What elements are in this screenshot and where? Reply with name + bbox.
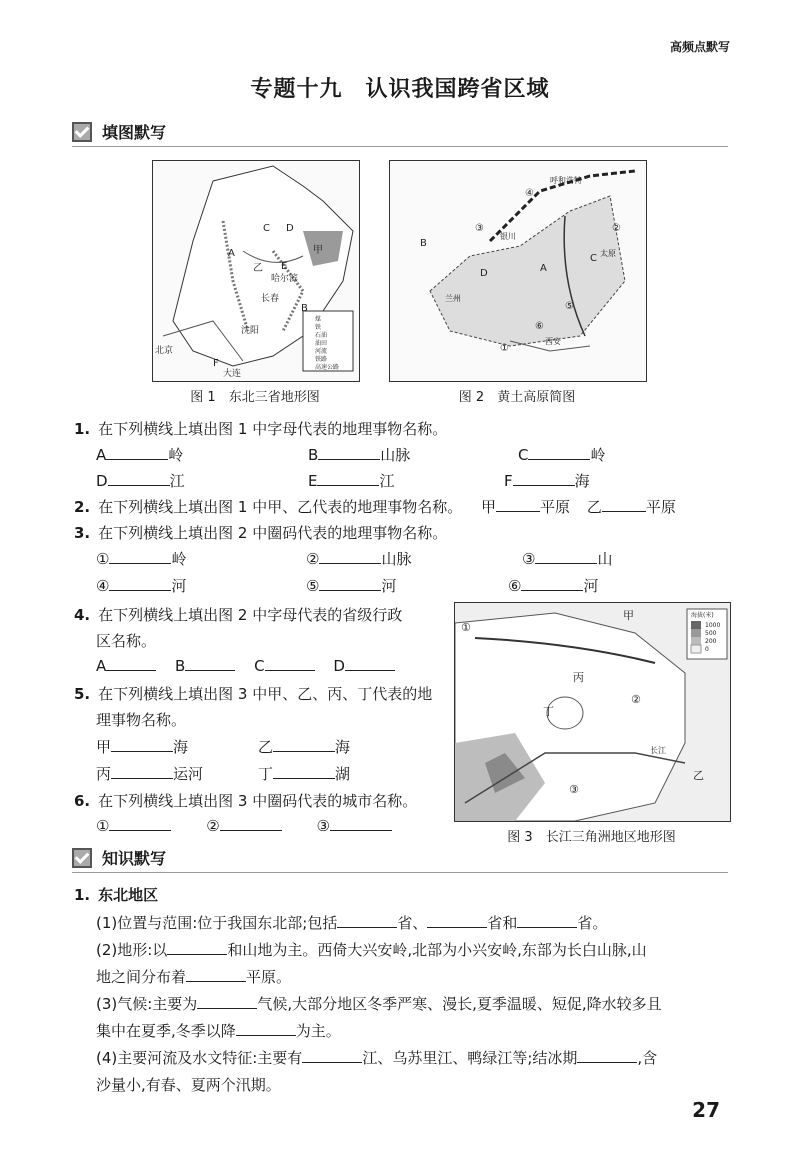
knowledge-1-p3-cont: 集中在夏季,冬季以降 为主。 bbox=[96, 1022, 341, 1040]
knowledge-1-title: 1. 东北地区 bbox=[74, 886, 159, 904]
figure-2-map bbox=[389, 160, 647, 382]
page-title: 专题十九 认识我国跨省区域 bbox=[250, 77, 550, 102]
legend-river: 河流 bbox=[315, 348, 328, 355]
answer-blank[interactable] bbox=[302, 1048, 362, 1063]
label-lanzhou: 兰州 bbox=[445, 294, 461, 303]
check-icon bbox=[72, 848, 92, 868]
knowledge-1-p4: (4)主要河流及水文特征:主要有 江、乌苏里江、鸭绿江等;结冰期 ,含 bbox=[96, 1049, 658, 1067]
answer-blank[interactable] bbox=[111, 764, 173, 779]
label-shenyang: 沈阳 bbox=[241, 326, 260, 336]
label-bing: 丙 bbox=[573, 671, 584, 684]
answer-blank[interactable] bbox=[197, 994, 257, 1009]
q3-item-2: ② 山脉 bbox=[306, 550, 412, 568]
answer-blank[interactable] bbox=[319, 576, 381, 591]
legend-oilfield: 油田 bbox=[315, 340, 328, 347]
answer-blank[interactable] bbox=[220, 816, 282, 831]
question-4-cont: 区名称。 bbox=[96, 632, 157, 650]
label-jia: 甲 bbox=[313, 245, 323, 256]
answer-blank[interactable] bbox=[513, 471, 575, 486]
label-hohhot: 呼和浩特 bbox=[550, 176, 582, 185]
label-circle-1: ① bbox=[500, 343, 509, 354]
knowledge-1-p1: (1)位置与范围:位于我国东北部;包括 省、 省和 省。 bbox=[96, 914, 608, 932]
legend-200: 200 bbox=[705, 638, 717, 645]
answer-blank[interactable] bbox=[535, 549, 597, 564]
answer-blank[interactable] bbox=[106, 445, 168, 460]
answer-blank[interactable] bbox=[330, 816, 392, 831]
label-circle-6: ⑥ bbox=[535, 321, 544, 332]
label-yi: 乙 bbox=[253, 263, 263, 274]
answer-blank[interactable] bbox=[521, 576, 583, 591]
q5-item-bing: 丙 运河 bbox=[96, 765, 204, 783]
q3-item-4: ④ 河 bbox=[96, 577, 187, 595]
label-changchun: 长春 bbox=[261, 294, 280, 304]
question-4: 4. 在下列横线上填出图 2 中字母代表的省级行政 bbox=[74, 606, 403, 624]
label-xian: 西安 bbox=[545, 337, 561, 346]
knowledge-1-p4-cont: 沙量小,有春、夏两个汛期。 bbox=[96, 1076, 281, 1094]
question-5-cont: 理事物名称。 bbox=[96, 711, 187, 729]
label-circle-2: ② bbox=[631, 693, 641, 706]
label-dalian: 大连 bbox=[223, 369, 242, 379]
knowledge-1-p2-cont: 地之间分布着 平原。 bbox=[96, 968, 292, 986]
question-6: 6. 在下列横线上填出图 3 中圈码代表的城市名称。 bbox=[74, 792, 418, 810]
label-yi: 乙 bbox=[693, 769, 704, 782]
answer-blank[interactable] bbox=[236, 1021, 296, 1036]
answer-blank[interactable] bbox=[265, 656, 315, 671]
answer-blank[interactable] bbox=[167, 940, 227, 955]
label-circle-1: ① bbox=[461, 621, 471, 634]
answer-blank[interactable] bbox=[602, 497, 646, 512]
q1-item-C: C 岭 bbox=[518, 446, 606, 464]
check-icon bbox=[72, 122, 92, 142]
answer-blank[interactable] bbox=[185, 656, 235, 671]
legend-500: 500 bbox=[705, 630, 717, 637]
label-C: C bbox=[263, 223, 270, 234]
label-A: A bbox=[228, 248, 235, 259]
label-A: A bbox=[540, 263, 547, 274]
label-yangtze: 长江 bbox=[650, 746, 666, 755]
answer-blank[interactable] bbox=[319, 549, 381, 564]
figure-3-caption: 图 3 长江三角洲地区地形图 bbox=[507, 830, 676, 845]
answer-blank[interactable] bbox=[273, 764, 335, 779]
label-E: E bbox=[281, 261, 288, 272]
knowledge-1-p2: (2)地形:以 和山地为主。西倚大兴安岭,北部为小兴安岭,东部为长白山脉,山 bbox=[96, 941, 647, 959]
answer-blank[interactable] bbox=[109, 576, 171, 591]
label-B: B bbox=[301, 303, 308, 314]
legend-0: 0 bbox=[705, 646, 709, 653]
figure-2-caption: 图 2 黄土高原简图 bbox=[458, 390, 576, 405]
q4-answers: A B C D bbox=[96, 656, 395, 675]
answer-blank[interactable] bbox=[106, 656, 156, 671]
label-jia: 甲 bbox=[623, 609, 634, 622]
label-F: F bbox=[213, 358, 219, 369]
label-circle-3: ③ bbox=[569, 783, 579, 796]
legend-1000: 1000 bbox=[705, 622, 721, 629]
q1-item-F: F 海 bbox=[504, 472, 590, 490]
answer-blank[interactable] bbox=[109, 816, 171, 831]
label-yinchuan: 银川 bbox=[500, 232, 516, 241]
page-number: 27 bbox=[692, 1098, 720, 1122]
question-1: 1. 在下列横线上填出图 1 中字母代表的地理事物名称。 bbox=[74, 420, 448, 438]
label-circle-2: ② bbox=[612, 223, 621, 234]
legend-title: 海拔(米) bbox=[691, 612, 714, 619]
label-D: D bbox=[480, 268, 488, 279]
answer-blank[interactable] bbox=[318, 445, 380, 460]
label-harbin: 哈尔滨 bbox=[271, 274, 299, 284]
answer-blank[interactable] bbox=[109, 549, 171, 564]
figure-1-map bbox=[152, 160, 360, 382]
section-knowledge bbox=[72, 846, 728, 873]
legend-highway: 高速公路 bbox=[315, 364, 340, 371]
answer-blank[interactable] bbox=[337, 913, 397, 928]
q3-item-3: ③ 山 bbox=[522, 550, 613, 568]
q5-item-jia: 甲 海 bbox=[96, 738, 189, 756]
legend-railway: 铁路 bbox=[315, 356, 328, 363]
section-fill-map bbox=[72, 120, 728, 147]
answer-blank[interactable] bbox=[345, 656, 395, 671]
header-tab: 高频点默写 bbox=[669, 40, 730, 54]
figure-3-map bbox=[454, 602, 731, 822]
label-circle-3: ③ bbox=[475, 223, 484, 234]
figure-1-caption: 图 1 东北三省地形图 bbox=[190, 390, 320, 405]
answer-blank[interactable] bbox=[517, 913, 577, 928]
q5-item-ding: 丁 湖 bbox=[258, 765, 351, 783]
northeast-map bbox=[153, 161, 359, 381]
q1-item-E: E 江 bbox=[308, 472, 395, 490]
q1-item-B: B 山脉 bbox=[308, 446, 411, 464]
legend-iron: 铁 bbox=[315, 324, 322, 331]
question-5: 5. 在下列横线上填出图 3 中甲、乙、丙、丁代表的地 bbox=[74, 685, 433, 703]
answer-blank[interactable] bbox=[108, 471, 170, 486]
q3-item-5: ⑤ 河 bbox=[306, 577, 397, 595]
label-taiyuan: 太原 bbox=[600, 249, 616, 258]
label-circle-4: ④ bbox=[525, 188, 534, 199]
q3-item-6: ⑥ 河 bbox=[508, 577, 599, 595]
label-D: D bbox=[286, 223, 294, 234]
question-3: 3. 在下列横线上填出图 2 中圈码代表的地理事物名称。 bbox=[74, 524, 448, 542]
label-beijing: 北京 bbox=[155, 346, 174, 356]
q3-item-1: ① 岭 bbox=[96, 550, 187, 568]
answer-blank[interactable] bbox=[427, 913, 487, 928]
knowledge-1-p3: (3)气候:主要为 气候,大部分地区冬季严寒、漫长,夏季温暖、短促,降水较多且 bbox=[96, 995, 662, 1013]
label-B: B bbox=[420, 238, 427, 249]
answer-blank[interactable] bbox=[496, 497, 540, 512]
section-title: 知识默写 bbox=[102, 849, 167, 868]
label-ding: 丁 bbox=[543, 705, 554, 718]
answer-blank[interactable] bbox=[273, 737, 335, 752]
loess-plateau-map bbox=[390, 161, 646, 381]
q1-item-D: D 江 bbox=[96, 472, 185, 490]
legend-coal: 煤 bbox=[315, 316, 322, 323]
answer-blank[interactable] bbox=[111, 737, 173, 752]
label-circle-5: ⑤ bbox=[565, 301, 574, 312]
answer-blank[interactable] bbox=[317, 471, 379, 486]
question-2: 2. 在下列横线上填出图 1 中甲、乙代表的地理事物名称。 甲 平原 乙 平原 bbox=[74, 498, 676, 516]
answer-blank[interactable] bbox=[528, 445, 590, 460]
answer-blank[interactable] bbox=[577, 1048, 637, 1063]
label-C: C bbox=[590, 253, 597, 264]
q1-item-A: A 岭 bbox=[96, 446, 184, 464]
legend-oil: 石油 bbox=[315, 332, 328, 339]
answer-blank[interactable] bbox=[186, 967, 246, 982]
yangtze-delta-map bbox=[455, 603, 730, 821]
section-title: 填图默写 bbox=[102, 123, 167, 142]
q5-item-yi: 乙 海 bbox=[258, 738, 351, 756]
q6-answers: ① ② ③ bbox=[96, 816, 392, 835]
